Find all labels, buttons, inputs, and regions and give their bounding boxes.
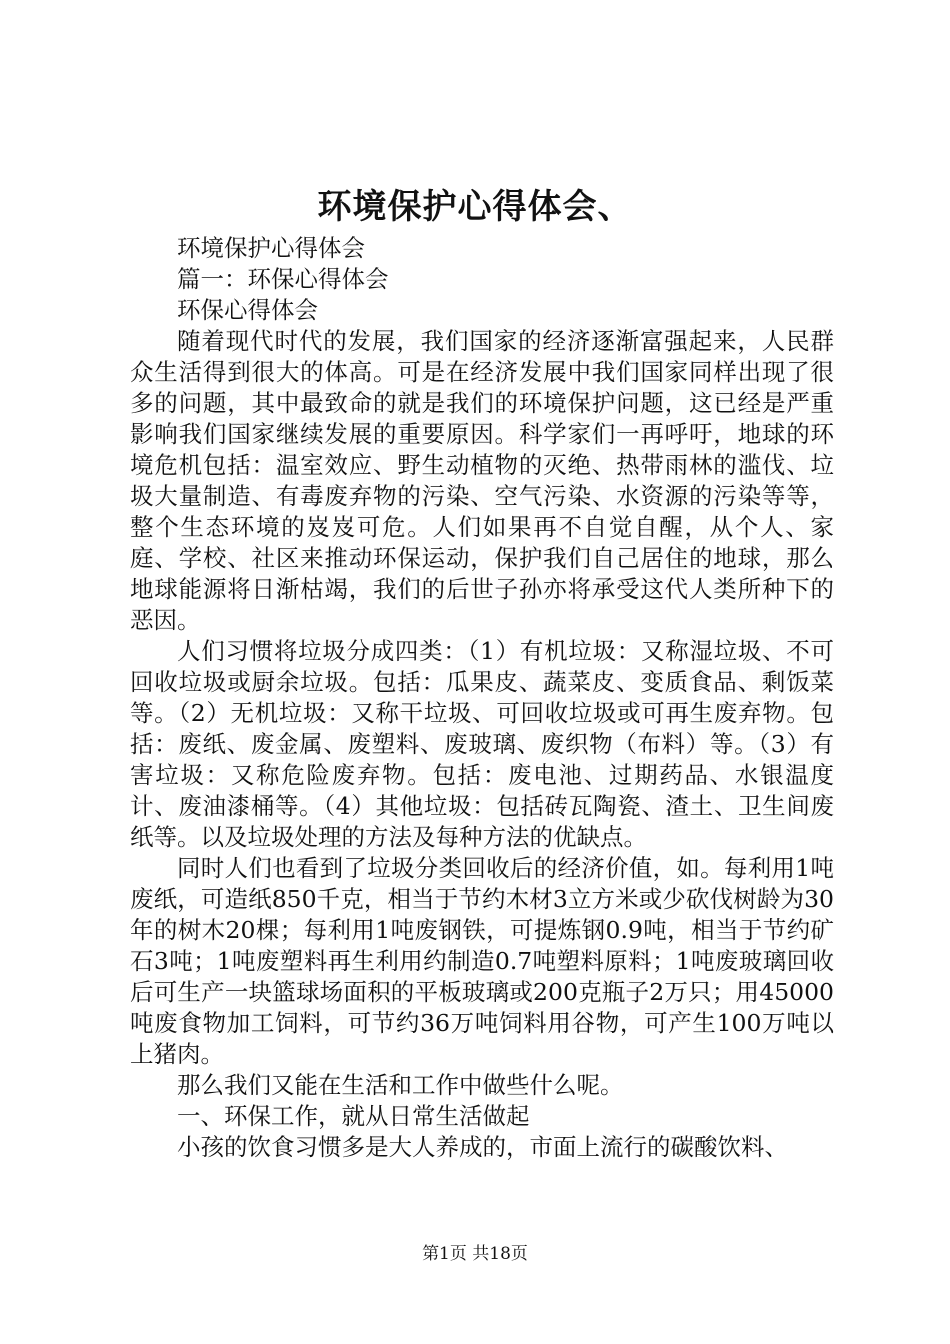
paragraph: 同时人们也看到了垃圾分类回收后的经济价值，如。每利用1吨废纸，可造纸850千克，相当于节约木材3立方米或少砍伐树龄为30年的树木20棵；每利用1吨废钢铁，可提炼钢0.9吨，相当于节约矿石3吨；1吨废塑料再生利用约制造0.7吨塑料原料；1吨废玻璃回收后可生产一块篮球场面积的平板玻璃或200克瓶子2万只；用45000吨废食物加工饲料，可节约36万吨饲料用谷物，可产生100万吨以上猪肉。 xyxy=(130,854,834,1068)
paragraph: 人们习惯将垃圾分成四类：（1）有机垃圾：又称湿垃圾、不可回收垃圾或厨余垃圾。包括：瓜果皮、蔬菜皮、变质食品、剩饭菜等。（2）无机垃圾：又称干垃圾、可回收垃圾或可再生废弃物。包括：废纸、废金属、废塑料、废玻璃、废织物（布料）等。（3）有害垃圾：又称危险废弃物。包括：废电池、过期药品、水银温度计、废油漆桶等。（4）其他垃圾：包括砖瓦陶瓷、渣土、卫生间废纸等。以及垃圾处理的方法及每种方法的优缺点。 xyxy=(130,637,834,851)
page-footer: 第1页 共18页 xyxy=(422,1244,528,1264)
document-body xyxy=(130,233,834,1163)
paragraph: 随着现代时代的发展，我们国家的经济逐渐富强起来，人民群众生活得到很大的体高。可是在经济发展中我们国家同样出现了很多的问题，其中最致命的就是我们的环境保护问题，这已经是严重影响我们国家继续发展的重要原因。科学家们一再呼吁，地球的环境危机包括：温室效应、野生动植物的灭绝、热带雨林的滥伐、垃圾大量制造、有毒废弃物的污染、空气污染、水资源的污染等等，整个生态环境的岌岌可危。人们如果再不自觉自醒，从个人、家庭、学校、社区来推动环保运动，保护我们自己居住的地球，那么地球能源将日渐枯竭，我们的后世子孙亦将承受这代人类所种下的恶因。 xyxy=(130,327,834,634)
paragraph: 一、环保工作，就从日常生活做起 xyxy=(177,1102,530,1130)
paragraph: 小孩的饮食习惯多是大人养成的，市面上流行的碳酸饮料、 xyxy=(177,1133,788,1161)
document-title: 环境保护心得体会、 xyxy=(317,187,633,227)
paragraph: 环境保护心得体会 xyxy=(177,234,365,262)
paragraph: 环保心得体会 xyxy=(177,296,318,324)
paragraph: 篇一：环保心得体会 xyxy=(177,265,389,293)
paragraph: 那么我们又能在生活和工作中做些什么呢。 xyxy=(177,1071,624,1099)
